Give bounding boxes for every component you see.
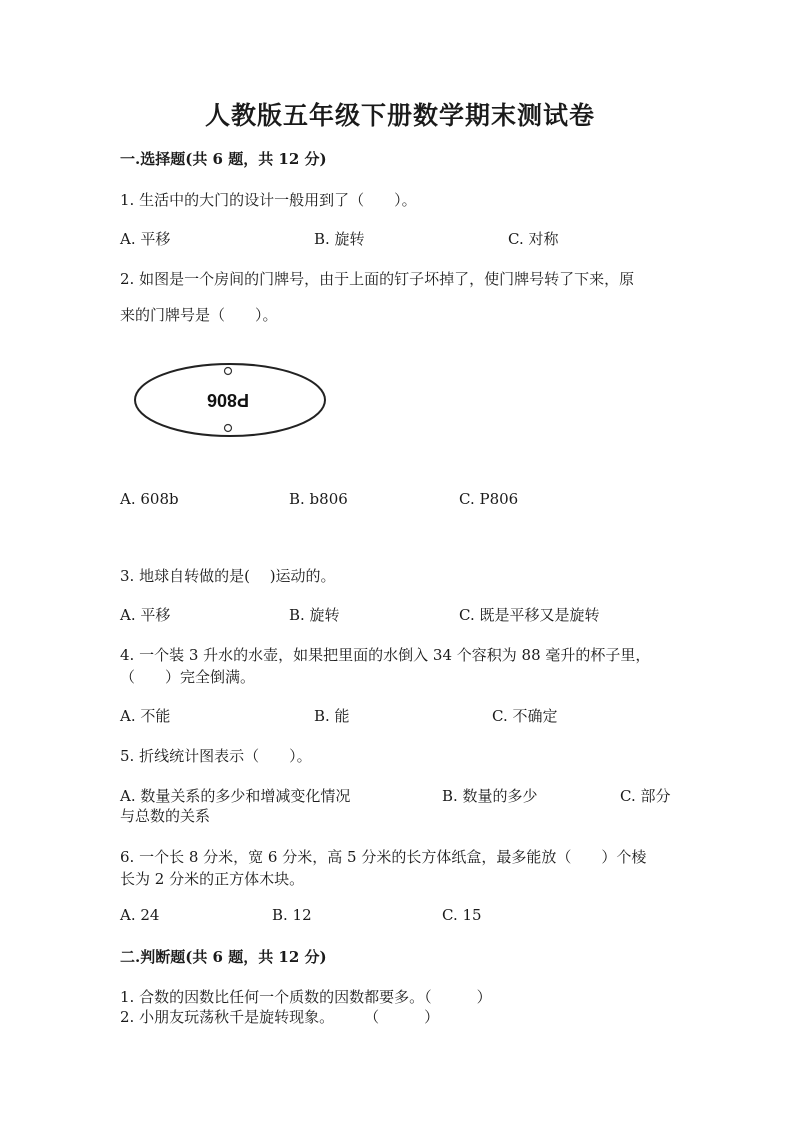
- question-6-option-b: B. 12: [272, 906, 312, 924]
- question-5-stem: 5. 折线统计图表示（ ）。: [120, 747, 312, 765]
- question-6-stem-line2: 长为 2 分米的正方体木块。: [120, 870, 305, 888]
- question-4-option-c: C. 不确定: [492, 707, 558, 725]
- question-2-option-c: C. P806: [459, 490, 519, 508]
- question-2-option-a: A. 608b: [120, 490, 179, 508]
- question-5-option-c: C. 部分: [620, 787, 671, 805]
- question-1-option-a: A. 平移: [120, 230, 171, 248]
- question-5-option-a: A. 数量关系的多少和增减变化情况: [120, 787, 351, 805]
- question-3-option-a: A. 平移: [120, 606, 171, 624]
- page-title: 人教版五年级下册数学期末测试卷: [204, 101, 595, 130]
- question-3-option-c: C. 既是平移又是旋转: [459, 606, 600, 624]
- question-2-stem-line2: 来的门牌号是（ ）。: [120, 306, 278, 324]
- judgment-item-1: 1. 合数的因数比任何一个质数的因数都要多。（ ）: [120, 988, 492, 1006]
- section-2-heading: 二.判断题(共 6 题，共 12 分): [120, 948, 327, 966]
- question-1-stem: 1. 生活中的大门的设计一般用到了（ ）。: [120, 191, 417, 209]
- door-plate-svg: [132, 358, 332, 442]
- question-5-option-c-continued: 与总数的关系: [120, 807, 211, 825]
- question-6-option-c: C. 15: [442, 906, 482, 924]
- question-4-stem-line1: 4. 一个装 3 升水的水壶，如果把里面的水倒入 34 个容积为 88 毫升的杯子里，: [120, 646, 651, 664]
- judgment-item-2: 2. 小朋友玩荡秋千是旋转现象。 （ ）: [120, 1008, 440, 1026]
- door-plate-number: P806: [206, 390, 250, 410]
- section-1-heading: 一.选择题(共 6 题，共 12 分): [120, 150, 327, 168]
- question-4-stem-line2: （ ）完全倒满。: [120, 668, 256, 686]
- question-2-stem-line1: 2. 如图是一个房间的门牌号，由于上面的钉子坏掉了，使门牌号转了下来，原: [120, 270, 635, 288]
- question-3-stem: 3. 地球自转做的是( )运动的。: [120, 567, 336, 585]
- question-2-option-b: B. b806: [289, 490, 348, 508]
- question-1-option-c: C. 对称: [508, 230, 559, 248]
- question-1-option-b: B. 旋转: [314, 230, 365, 248]
- question-3-option-b: B. 旋转: [289, 606, 340, 624]
- question-6-stem-line1: 6. 一个长 8 分米，宽 6 分米，高 5 分米的长方体纸盒，最多能放（ ）个棱: [120, 848, 647, 866]
- nail-hole-top: [225, 368, 232, 375]
- question-6-option-a: A. 24: [120, 906, 160, 924]
- question-5-option-b: B. 数量的多少: [442, 787, 538, 805]
- door-plate-figure: [132, 358, 332, 446]
- question-4-option-a: A. 不能: [120, 707, 171, 725]
- nail-hole-bottom: [225, 425, 232, 432]
- question-4-option-b: B. 能: [314, 707, 350, 725]
